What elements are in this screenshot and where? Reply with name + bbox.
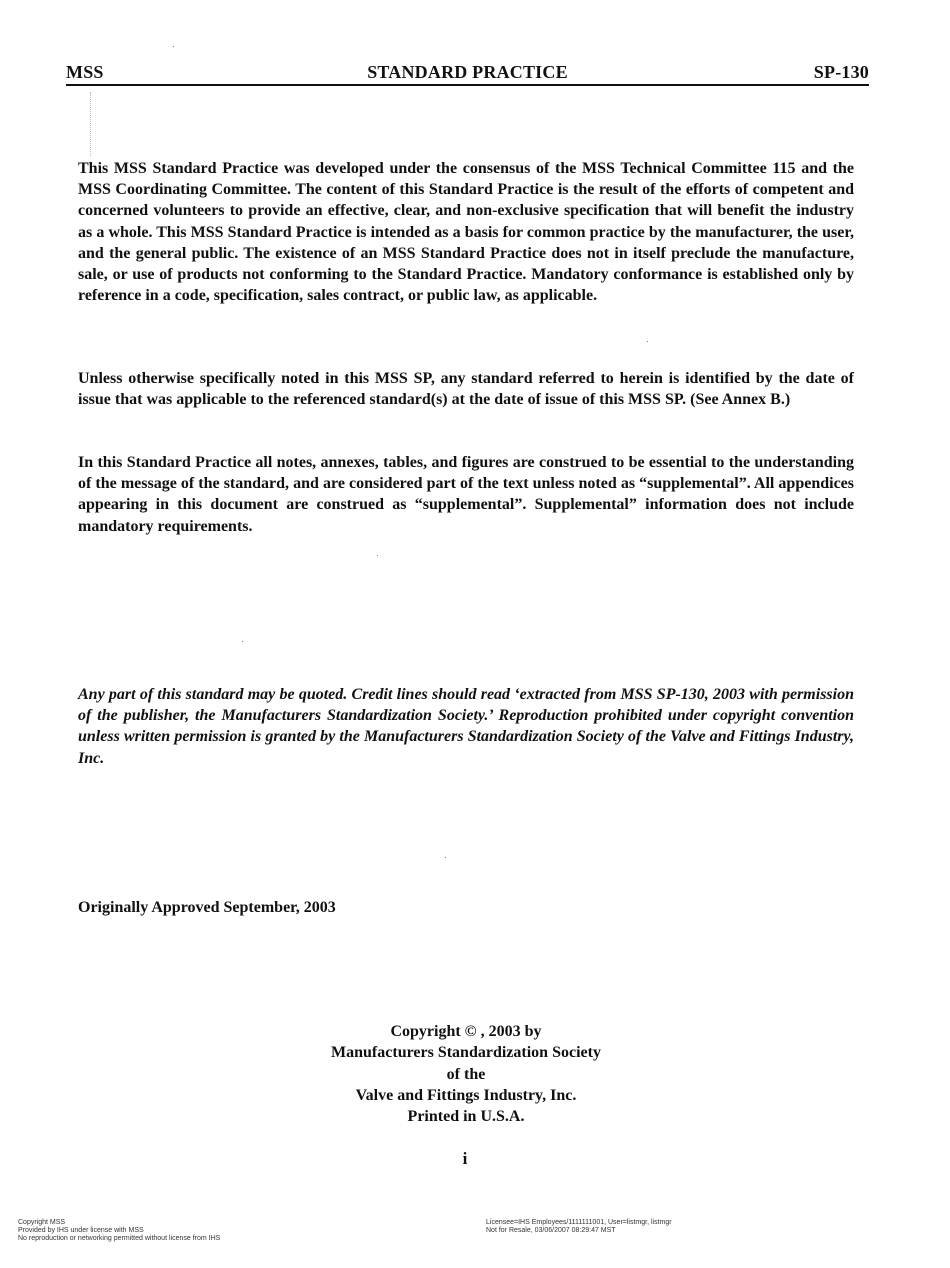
- footer-line: Provided by IHS under license with MSS: [18, 1227, 144, 1234]
- header-title: STANDARD PRACTICE: [367, 62, 568, 82]
- approval-date: Originally Approved September, 2003: [78, 899, 336, 916]
- scan-speck: [242, 641, 243, 642]
- copyright-industry: Valve and Fittings Industry, Inc.: [355, 1086, 577, 1104]
- references-paragraph: Unless otherwise specifically noted in this MSS SP, any standard referred to herein is identified by the date of issue that was applicable to the referenced standard(s) at the date of issue of this MSS SP. (See Annex B.): [78, 370, 854, 409]
- header-doc-number: SP-130: [813, 62, 869, 82]
- copyright-printed: Printed in U.S.A.: [407, 1108, 525, 1126]
- copyright-line: Copyright © , 2003 by: [390, 1023, 542, 1040]
- footer-license-left: [18, 1219, 220, 1243]
- footer-line: Not for Resale, 03/06/2007 08:29:47 MST: [486, 1227, 616, 1234]
- header-org: MSS: [66, 62, 104, 82]
- scan-artifact: [90, 92, 92, 156]
- copyright-block: [266, 1021, 666, 1127]
- scan-speck: [647, 341, 648, 342]
- copyright-org: Manufacturers Standardization Society: [331, 1044, 601, 1062]
- footer-line: Licensee=IHS Employees/1111111001, User=listmgr, listmgr: [486, 1219, 672, 1226]
- quotation-paragraph: Any part of this standard may be quoted. Credit lines should read ‘extracted from MSS SP-130, 2003 with permission of the publisher, the Manufacturers Standardization Society.’ Reproduction prohibited under copyright convention unless written permission is granted by the Manufacturers Standardization Society of the Valve and Fittings Industry, Inc.: [78, 686, 854, 767]
- notes-paragraph: In this Standard Practice all notes, annexes, tables, and figures are construed to be essential to the understanding of the message of the standard, and are considered part of the text unless noted as “supplemental”. All appendices appearing in this document are construed as “supplemental”. Supplemental” information does not include mandatory requirements.: [78, 454, 854, 535]
- page-header: [66, 60, 869, 86]
- footer-license-right: [486, 1219, 672, 1235]
- footer-line: No reproduction or networking permitted without license from IHS: [18, 1235, 221, 1242]
- scan-speck: [173, 46, 174, 47]
- footer-line: Copyright MSS: [18, 1219, 66, 1226]
- page-number: i: [462, 1149, 468, 1168]
- intro-paragraph: This MSS Standard Practice was developed under the consensus of the MSS Technical Committee 115 and the MSS Coordinating Committee. The content of this Standard Practice is the result of the efforts of competent and concerned volunteers to provide an effective, clear, and non-exclusive specification that will benefit the industry as a whole. This MSS Standard Practice is intended as a basis for common practice by the manufacturer, the user, and the general public. The existence of an MSS Standard Practice does not in itself preclude the manufacture, sale, or use of products not conforming to the Standard Practice. Mandatory conformance is established only by reference in a code, specification, sales contract, or public law, as applicable.: [78, 160, 854, 305]
- copyright-line: of the: [446, 1065, 486, 1083]
- scan-speck: [377, 555, 378, 556]
- scan-speck: [445, 857, 446, 858]
